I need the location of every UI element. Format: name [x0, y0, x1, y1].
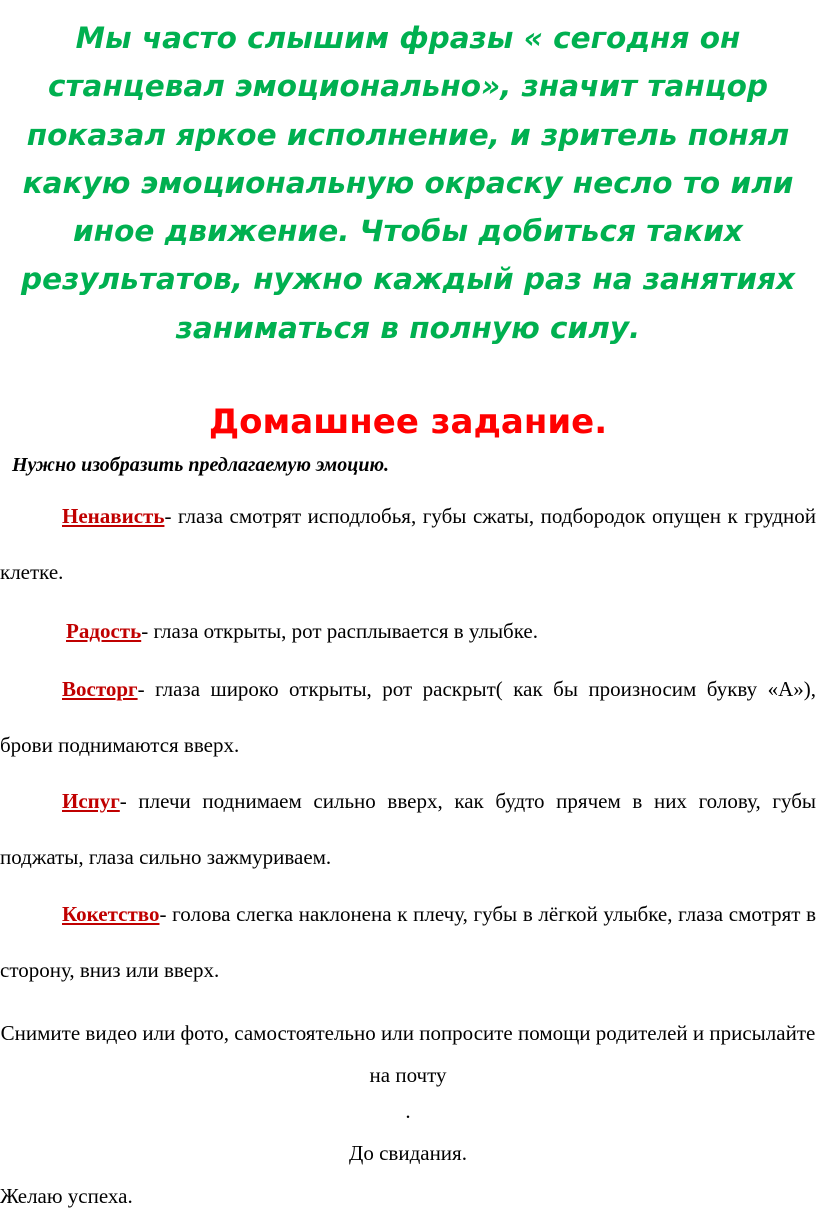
emotion-item-fear	[0, 773, 816, 885]
emotion-description: - глаза открыты, рот расплывается в улыбке.	[141, 619, 538, 643]
emotion-term: Испуг	[62, 789, 120, 813]
homework-title: Домашнее задание.	[208, 402, 608, 442]
emotion-description: - глаза широко открыты, рот раскрыт( как бы произносим букву «А»), брови поднимаются вверх.	[0, 677, 816, 757]
goodbye-text: До свидания.	[349, 1141, 467, 1165]
emotion-description: - глаза смотрят исподлобья, губы сжаты, подбородок опущен к грудной клетке.	[0, 504, 816, 584]
emotion-item-joy	[0, 603, 816, 659]
emotion-item-hatred	[0, 488, 816, 600]
emotion-term: Кокетство	[62, 902, 160, 926]
send-request-text: Снимите видео или фото, самостоятельно или попросите помощи родителей и присылайте на почту	[0, 1021, 816, 1087]
emotion-term: Ненависть	[62, 504, 165, 528]
emotion-item-delight	[0, 661, 816, 773]
emotion-term: Восторг	[62, 677, 138, 701]
emotion-description: - голова слегка наклонена к плечу, губы в лёгкой улыбке, глаза смотрят в сторону, вниз или вверх.	[0, 902, 816, 982]
emotion-item-coquetry	[0, 886, 816, 998]
intro-paragraph: Мы часто слышим фразы « сегодня он станцевал эмоционально», значит танцор показал яркое исполнение, и зритель понял какую эмоциональную окраску несло то или иное движение. Чтобы добиться таких результатов, нужно каждый раз на занятиях заниматься в полную силу.	[21, 21, 795, 345]
homework-instruction: Нужно изобразить предлагаемую эмоцию.	[12, 454, 390, 476]
emotion-description: - плечи поднимаем сильно вверх, как будто прячем в них голову, губы поджаты, глаза сильно зажмуриваем.	[0, 789, 816, 869]
wish-text: Желаю успеха.	[0, 1184, 133, 1208]
emotion-term: Радость	[66, 619, 142, 643]
dot-line: .	[405, 1099, 411, 1123]
